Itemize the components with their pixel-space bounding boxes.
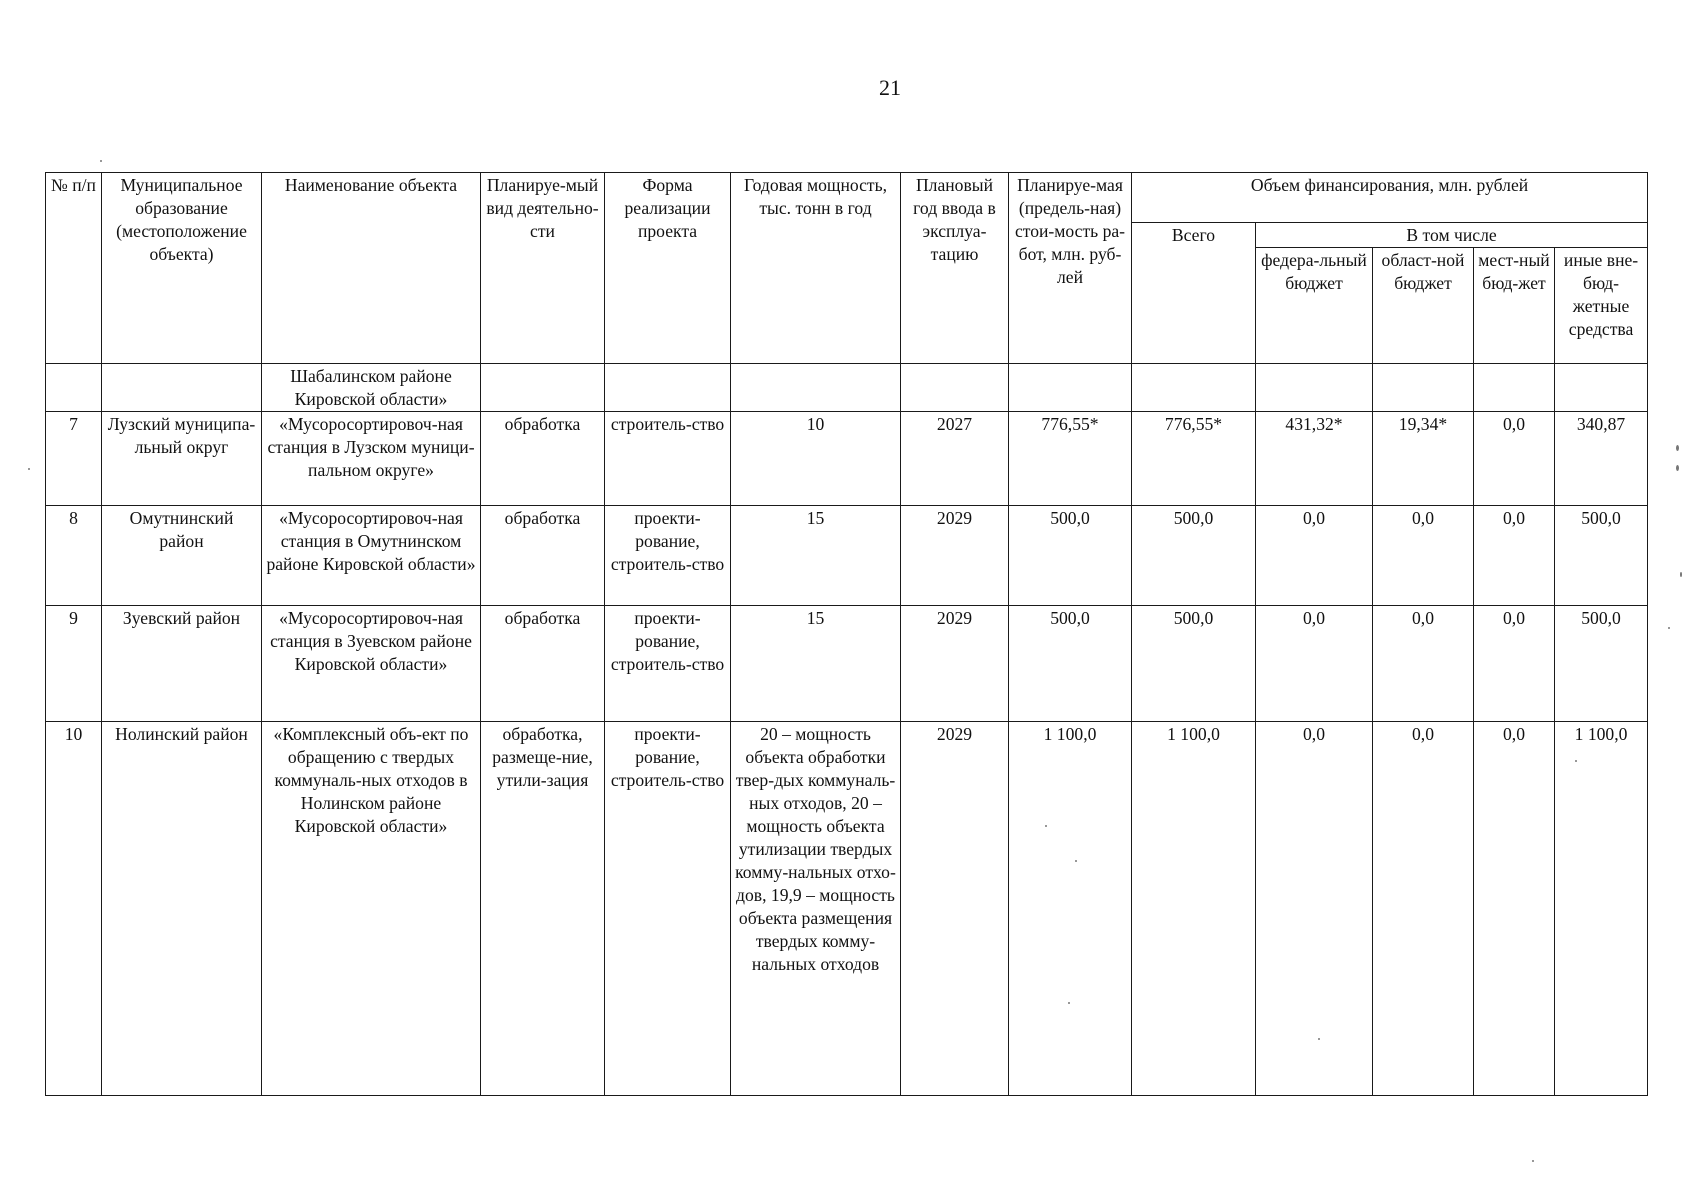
- header-local: мест-ный бюд-жет: [1474, 248, 1555, 364]
- cell-other: 340,87: [1555, 412, 1648, 506]
- scan-speck: [1318, 1038, 1320, 1040]
- cell-total: 1 100,0: [1132, 722, 1256, 1096]
- cell-form: проекти-рование, строитель-ство: [605, 722, 731, 1096]
- cell-activity: обработка, размеще-ние, утили-зация: [481, 722, 605, 1096]
- header-row-1: [46, 173, 1648, 223]
- cell-local: [1474, 364, 1555, 412]
- cell-year: 2027: [901, 412, 1009, 506]
- cell-capacity: [731, 364, 901, 412]
- cell-year: 2029: [901, 722, 1009, 1096]
- cell-year: 2029: [901, 606, 1009, 722]
- header-activity: Планируе-мый вид деятельно-сти: [481, 173, 605, 364]
- cell-federal: 0,0: [1256, 722, 1373, 1096]
- cell-num: [46, 364, 102, 412]
- table-row: [46, 506, 1648, 606]
- cell-regional: 0,0: [1373, 606, 1474, 722]
- cell-capacity: 20 – мощность объекта обработки твер-дых коммуналь-ных отходов, 20 – мощность объекта утилизации твердых комму-нальных отхо-дов, 19,9 – мощность объекта размещения твердых комму-нальных отходов: [731, 722, 901, 1096]
- scan-speck: [1532, 1160, 1534, 1162]
- cell-other: 500,0: [1555, 606, 1648, 722]
- header-capacity: Годовая мощность, тыс. тонн в год: [731, 173, 901, 364]
- cell-municipality: Омутнинский район: [102, 506, 262, 606]
- cell-num: 8: [46, 506, 102, 606]
- table-row: [46, 722, 1648, 1096]
- cell-federal: 0,0: [1256, 606, 1373, 722]
- cell-form: строитель-ство: [605, 412, 731, 506]
- cell-cost: 776,55*: [1009, 412, 1132, 506]
- cell-local: 0,0: [1474, 606, 1555, 722]
- cell-municipality: [102, 364, 262, 412]
- cell-num: 10: [46, 722, 102, 1096]
- scan-speck: [1068, 1002, 1070, 1004]
- table-row: [46, 606, 1648, 722]
- cell-cost: 500,0: [1009, 506, 1132, 606]
- investment-table: [45, 172, 1648, 1096]
- cell-object-name: «Комплексный объ-ект по обращению с твердых коммуналь-ных отходов в Нолинском районе Кировской области»: [262, 722, 481, 1096]
- cell-local: 0,0: [1474, 506, 1555, 606]
- cell-municipality: Нолинский район: [102, 722, 262, 1096]
- header-num: № п/п: [46, 173, 102, 364]
- cell-other: [1555, 364, 1648, 412]
- scan-speck: [1676, 465, 1679, 471]
- cell-cost: [1009, 364, 1132, 412]
- header-cost: Планируе-мая (предель-ная) стои-мость ра-бот, млн. руб-лей: [1009, 173, 1132, 364]
- header-including: В том числе: [1256, 223, 1648, 248]
- cell-year: 2029: [901, 506, 1009, 606]
- scan-speck: [1045, 825, 1047, 827]
- cell-capacity: 15: [731, 506, 901, 606]
- scan-speck: [1676, 445, 1679, 451]
- cell-object-name: «Мусоросортировоч-ная станция в Лузском муници-пальном округе»: [262, 412, 481, 506]
- header-regional: област-ной бюджет: [1373, 248, 1474, 364]
- cell-regional: 0,0: [1373, 722, 1474, 1096]
- cell-year: [901, 364, 1009, 412]
- scan-speck: [1575, 760, 1577, 762]
- cell-other: 500,0: [1555, 506, 1648, 606]
- scan-speck: [1668, 627, 1670, 629]
- header-object-name: Наименование объекта: [262, 173, 481, 364]
- cell-num: 9: [46, 606, 102, 722]
- cell-object-name: «Мусоросортировоч-ная станция в Зуевском районе Кировской области»: [262, 606, 481, 722]
- cell-activity: обработка: [481, 412, 605, 506]
- cell-activity: обработка: [481, 606, 605, 722]
- cell-total: [1132, 364, 1256, 412]
- cell-other: 1 100,0: [1555, 722, 1648, 1096]
- header-financing: Объем финансирования, млн. рублей: [1132, 173, 1648, 223]
- cell-form: [605, 364, 731, 412]
- cell-capacity: 10: [731, 412, 901, 506]
- header-other: иные вне-бюд-жетные средства: [1555, 248, 1648, 364]
- cell-federal: 0,0: [1256, 506, 1373, 606]
- cell-activity: обработка: [481, 506, 605, 606]
- cell-federal: [1256, 364, 1373, 412]
- cell-municipality: Лузский муниципа-льный округ: [102, 412, 262, 506]
- header-municipality: Муниципальное образование (местоположение объекта): [102, 173, 262, 364]
- cell-num: 7: [46, 412, 102, 506]
- cell-regional: 19,34*: [1373, 412, 1474, 506]
- cell-capacity: 15: [731, 606, 901, 722]
- header-federal: федера-льный бюджет: [1256, 248, 1373, 364]
- cell-federal: 431,32*: [1256, 412, 1373, 506]
- cell-object-name: «Мусоросортировоч-ная станция в Омутнинском районе Кировской области»: [262, 506, 481, 606]
- scan-speck: [28, 468, 30, 470]
- cell-form: проекти-рование, строитель-ство: [605, 506, 731, 606]
- cell-local: 0,0: [1474, 722, 1555, 1096]
- page-number: 21: [879, 75, 901, 100]
- cell-total: 500,0: [1132, 506, 1256, 606]
- header-total: Всего: [1132, 223, 1256, 364]
- cell-form: проекти-рование, строитель-ство: [605, 606, 731, 722]
- table-row: [46, 412, 1648, 506]
- cell-object-name: Шабалинском районе Кировской области»: [262, 364, 481, 412]
- cell-regional: 0,0: [1373, 506, 1474, 606]
- header-form: Форма реализации проекта: [605, 173, 731, 364]
- cell-cost: 500,0: [1009, 606, 1132, 722]
- cell-total: 500,0: [1132, 606, 1256, 722]
- scan-speck: [1075, 860, 1077, 862]
- header-year: Плановый год ввода в эксплуа-тацию: [901, 173, 1009, 364]
- cell-total: 776,55*: [1132, 412, 1256, 506]
- scan-speck: [100, 160, 102, 162]
- cell-local: 0,0: [1474, 412, 1555, 506]
- cell-municipality: Зуевский район: [102, 606, 262, 722]
- table-row: [46, 364, 1648, 412]
- cell-cost: 1 100,0: [1009, 722, 1132, 1096]
- cell-activity: [481, 364, 605, 412]
- cell-regional: [1373, 364, 1474, 412]
- scan-speck: [1680, 572, 1682, 577]
